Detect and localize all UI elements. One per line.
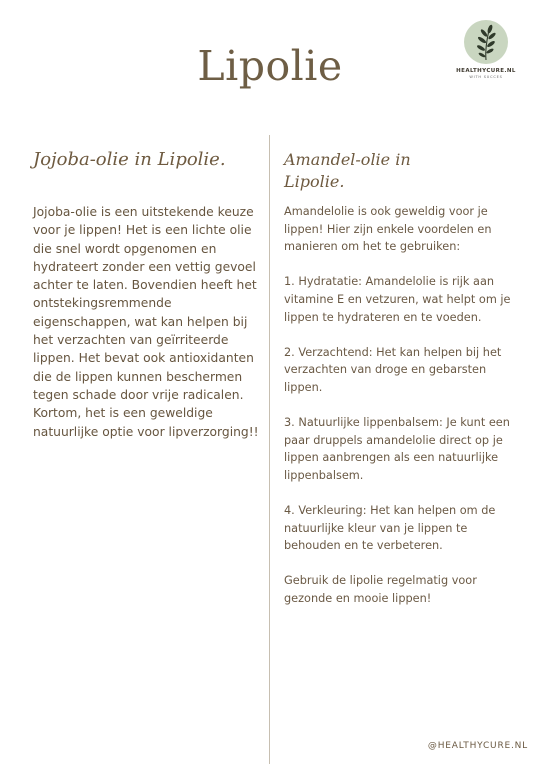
brand-logo xyxy=(448,20,524,79)
right-column-body xyxy=(284,203,520,625)
social-handle: @HEALTHYCURE.NL xyxy=(427,741,528,751)
benefit-hydration: 1. Hydratatie: Amandelolie is rijk aan vitamine E en vetzuren, wat helpt om je lippen te hydrateren en te voeden. xyxy=(284,275,511,324)
logo-tagline: WITH SUCCES xyxy=(469,75,503,79)
benefit-lip-balm: 3. Natuurlijke lippenbalsem: Je kunt een paar druppels amandelolie direct op je lippen aanbrengen als een natuurlijke lippenbalsem. xyxy=(284,416,510,482)
closing-paragraph: Gebruik de lipolie regelmatig voor gezonde en mooie lippen! xyxy=(284,574,477,606)
intro-paragraph: Amandelolie is ook geweldig voor je lippen! Hier zijn enkele voordelen en manieren om het te gebruiken: xyxy=(284,205,492,254)
left-column-body: Jojoba-olie is een uitstekende keuze voor je lippen! Het is een lichte olie die snel wordt opgenomen en hydrateert zonder een vettig gevoel achter te laten. Bovendien heeft het ontstekingsremmende eigenschappen, wat kan helpen bij het verzachten van geïrriteerde lippen. Het bevat ook antioxidanten die de lippen kunnen beschermen tegen schade door vrije radicalen. Kortom, het is een geweldige natuurlijke optie voor lipverzorging!! xyxy=(33,205,259,439)
column-divider xyxy=(269,135,270,764)
olive-branch-icon xyxy=(464,20,508,64)
page-title: Lipolie xyxy=(197,42,343,90)
right-column-heading: Amandel-olie in Lipolie. xyxy=(284,150,411,191)
logo-name: HEALTHYCURE.NL xyxy=(456,68,516,74)
left-column-heading: Jojoba-olie in Lipolie. xyxy=(33,149,226,170)
benefit-color: 4. Verkleuring: Het kan helpen om de natuurlijke kleur van je lippen te behouden en te verbeteren. xyxy=(284,504,496,553)
benefit-soothing: 2. Verzachtend: Het kan helpen bij het verzachten van droge en gebarsten lippen. xyxy=(284,345,502,394)
